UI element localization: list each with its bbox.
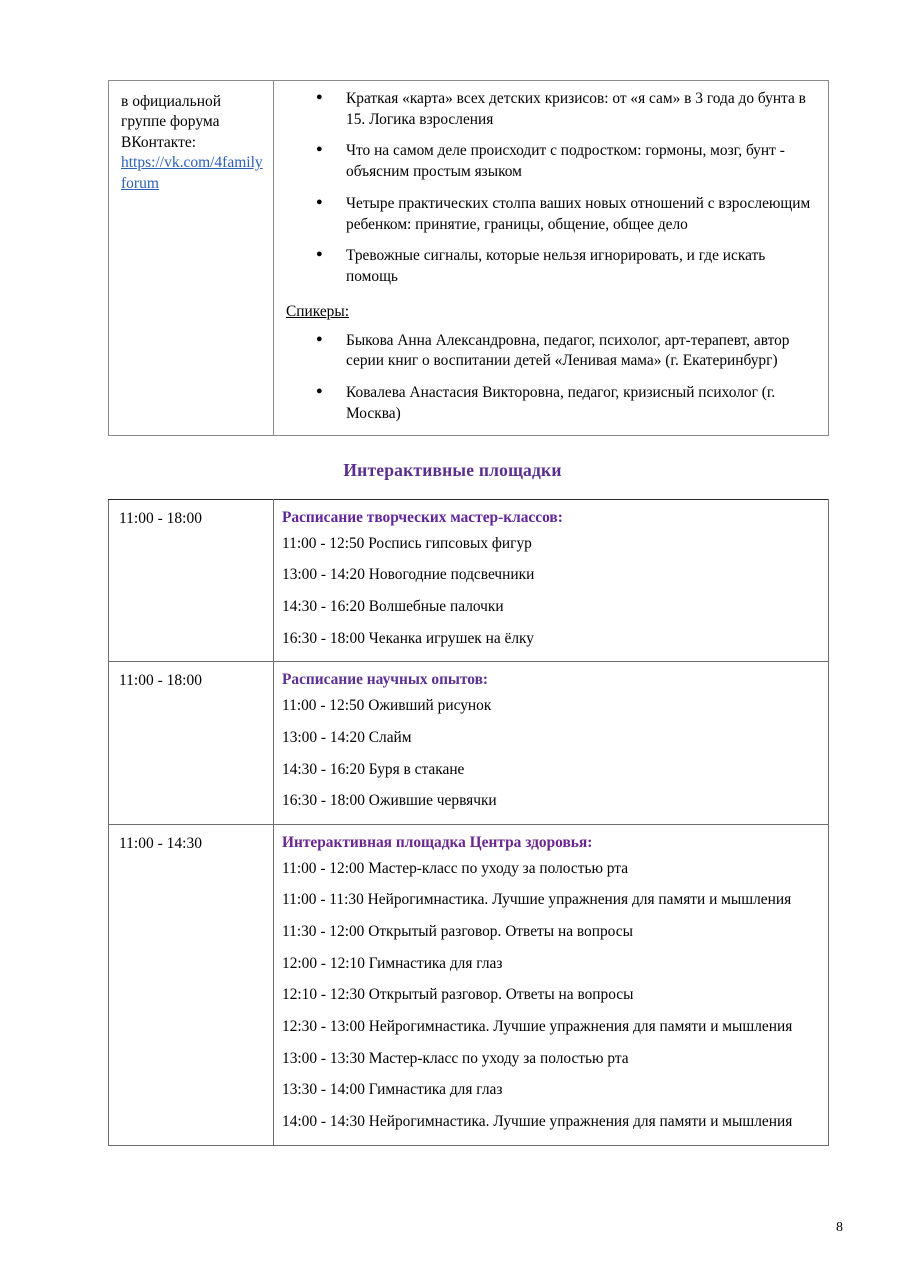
- list-item: ● Что на самом деле происходит с подростком: гормоны, мозг, бунт - объясним простым языком: [316, 141, 818, 182]
- schedule-entry: 14:00 - 14:30 Нейрогимнастика. Лучшие упражнения для памяти и мышления: [282, 1112, 793, 1130]
- schedule-entry: 12:00 - 12:10 Гимнастика для глаз: [282, 954, 503, 972]
- schedule-table: [108, 499, 829, 1146]
- schedule-block-title: Интерактивная площадка Центра здоровья:: [282, 833, 593, 851]
- list-item: ● Ковалева Анастасия Викторовна, педагог, кризисный психолог (г. Москва): [316, 383, 818, 424]
- schedule-entry: 12:10 - 12:30 Открытый разговор. Ответы на вопросы: [282, 986, 634, 1004]
- schedule-entry: 13:30 - 14:00 Гимнастика для глаз: [282, 1081, 503, 1099]
- list-item: ● Четыре практических столпа ваших новых отношений с взрослеющим ребенком: принятие, границы, общение, общее дело: [316, 194, 818, 235]
- list-item: ● Краткая «карта» всех детских кризисов: от «я сам» в 3 года до бунта в 15. Логика взросления: [316, 89, 818, 130]
- vk-group-note-text: в официальной группе форума ВКонтакте:: [121, 93, 222, 151]
- speakers-label: [282, 302, 818, 322]
- schedule-entry: 13:00 - 13:30 Мастер-класс по уходу за полостью рта: [282, 1049, 629, 1067]
- schedule-body-cell: [274, 662, 829, 825]
- table-row: [109, 499, 829, 662]
- schedule-entry: 11:00 - 12:50 Оживший рисунок: [282, 697, 492, 715]
- schedule-entry: 14:30 - 16:20 Волшебные палочки: [282, 597, 504, 615]
- schedule-body-cell: [274, 499, 829, 662]
- schedule-entry: 16:30 - 18:00 Чеканка игрушек на ёлку: [282, 629, 534, 647]
- schedule-entry: 16:30 - 18:00 Ожившие червячки: [282, 792, 497, 810]
- topic-bullet-list: [282, 89, 818, 288]
- schedule-time-cell: [109, 499, 274, 662]
- schedule-block-title: Расписание научных опытов:: [282, 671, 489, 689]
- table-row: [109, 81, 829, 436]
- continuation-left-cell: [109, 81, 274, 436]
- table-row: [109, 824, 829, 1145]
- page-number: 8: [836, 1220, 843, 1235]
- schedule-entry: 11:00 - 12:50 Роспись гипсовых фигур: [282, 534, 532, 552]
- page-title: Интерактивные площадки: [343, 459, 562, 480]
- continuation-table: [108, 80, 829, 436]
- schedule-entry: 13:00 - 14:20 Слайм: [282, 728, 412, 746]
- speakers-list: [282, 331, 818, 425]
- schedule-body-cell: [274, 824, 829, 1145]
- schedule-time-value: 11:00 - 14:30: [119, 834, 202, 852]
- schedule-entry: 14:30 - 16:20 Буря в стакане: [282, 760, 465, 778]
- schedule-entry: 11:00 - 12:00 Мастер-класс по уходу за полостью рта: [282, 859, 629, 877]
- schedule-time-value: 11:00 - 18:00: [119, 672, 202, 690]
- vk-forum-link[interactable]: https://vk.com/4familyforum: [121, 154, 263, 192]
- vk-group-note: [109, 81, 273, 204]
- speakers-label-text: Спикеры:: [286, 302, 349, 320]
- schedule-entry: 11:00 - 11:30 Нейрогимнастика. Лучшие упражнения для памяти и мышления: [282, 891, 792, 909]
- schedule-entry: 13:00 - 14:20 Новогодние подсвечники: [282, 566, 535, 584]
- schedule-entry: 12:30 - 13:00 Нейрогимнастика. Лучшие упражнения для памяти и мышления: [282, 1018, 793, 1036]
- list-item: ● Быкова Анна Александровна, педагог, психолог, арт-терапевт, автор серии книг о воспитании детей «Ленивая мама» (г. Екатеринбург): [316, 331, 818, 372]
- continuation-body-cell: [274, 81, 829, 436]
- schedule-time-cell: [109, 824, 274, 1145]
- table-row: [109, 662, 829, 825]
- schedule-block-title: Расписание творческих мастер-классов:: [282, 508, 563, 526]
- schedule-entry: 11:30 - 12:00 Открытый разговор. Ответы на вопросы: [282, 923, 633, 941]
- schedule-time-cell: [109, 662, 274, 825]
- list-item: ● Тревожные сигналы, которые нельзя игнорировать, и где искать помощь: [316, 246, 818, 287]
- schedule-time-value: 11:00 - 18:00: [119, 509, 202, 527]
